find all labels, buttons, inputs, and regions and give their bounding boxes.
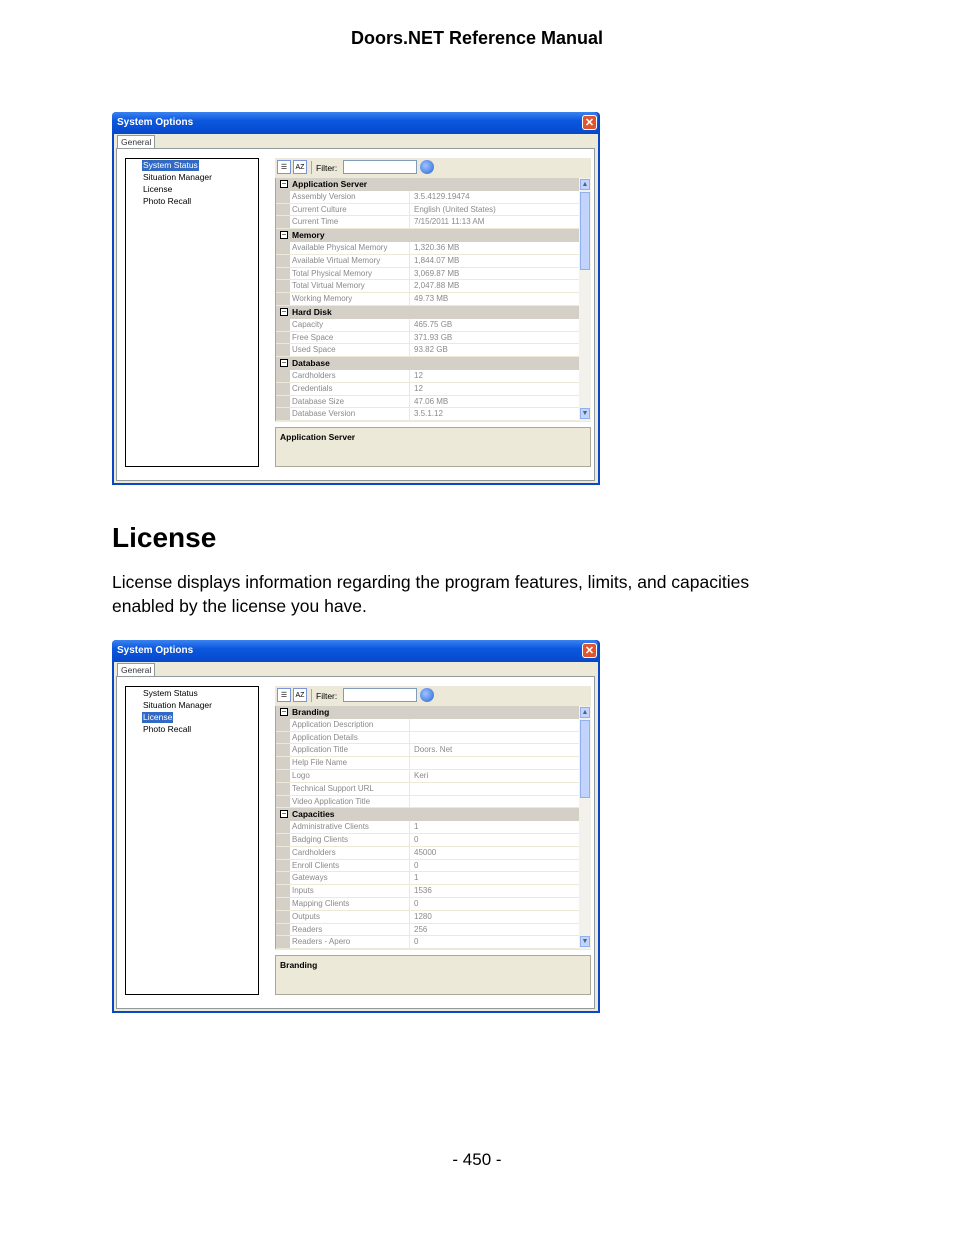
description-panel [275,955,591,995]
tab-general[interactable]: General [117,663,155,676]
description-title: Branding [280,960,318,970]
property-value: 93.82 GB [414,345,448,355]
vertical-scrollbar[interactable] [579,706,591,949]
grid-row[interactable] [276,370,579,383]
row-gutter [276,821,290,833]
filter-label: Filter: [316,163,338,173]
property-value: Keri [414,770,429,780]
grid-row[interactable] [276,860,579,873]
grid-row[interactable] [276,280,579,293]
property-value: 1 [414,873,419,883]
category-name: Hard Disk [292,306,332,317]
row-gutter [276,280,290,292]
scroll-thumb[interactable] [580,720,590,798]
grid-row[interactable] [276,204,579,217]
grid-row[interactable] [276,344,579,357]
toolbar-separator [311,689,312,702]
tree-item-system-status[interactable]: System Status [143,160,198,170]
grid-category[interactable] [276,808,579,821]
tree-item-license[interactable]: License [143,712,173,722]
property-name: Badging Clients [292,834,410,846]
sort-alpha-icon[interactable]: AZ [293,160,307,174]
grid-row[interactable] [276,408,579,421]
row-gutter [276,204,290,216]
property-grid [275,178,579,421]
property-value: English (United States) [414,204,496,214]
tree-item-system-status[interactable]: System Status [143,688,198,698]
sort-alpha-icon[interactable]: AZ [293,688,307,702]
row-gutter [276,383,290,395]
property-name: Available Physical Memory [292,242,410,254]
property-grid [275,706,579,949]
row-gutter [276,936,290,948]
row-gutter [276,732,290,744]
row-gutter [276,719,290,731]
row-gutter [276,216,290,228]
property-value: 0 [414,898,419,908]
row-gutter [276,911,290,923]
tree-item-license[interactable]: License [143,184,173,194]
row-gutter [276,255,290,267]
property-grid-area [275,158,591,422]
collapse-icon[interactable]: − [281,230,287,240]
tab-panel [116,676,595,1009]
row-gutter [276,744,290,756]
property-value: 12 [414,383,423,393]
vertical-scrollbar[interactable] [579,178,591,421]
row-gutter [276,924,290,936]
scroll-up-icon[interactable]: ▲ [581,181,589,188]
grid-row[interactable] [276,268,579,281]
grid-row[interactable] [276,732,579,745]
grid-row[interactable] [276,847,579,860]
options-tree [125,158,259,467]
category-name: Capacities [292,809,335,820]
property-name: Credentials [292,383,410,395]
scroll-up-icon[interactable]: ▲ [581,709,589,716]
description-title: Application Server [280,432,356,442]
property-value: 47.06 MB [414,396,449,406]
row-gutter [276,885,290,897]
grid-row[interactable] [276,757,579,770]
property-grid-area [275,686,591,950]
grid-category[interactable] [276,706,579,719]
property-name: Gateways [292,872,410,884]
property-value: 0 [414,834,419,844]
property-value: 1,320.36 MB [414,242,460,252]
grid-category[interactable] [276,357,579,370]
row-gutter [276,408,290,420]
collapse-icon[interactable]: − [281,809,287,819]
grid-row[interactable] [276,396,579,409]
property-name: Mapping Clients [292,898,410,910]
property-name: Readers [292,924,410,936]
categorized-icon[interactable]: ☰ [277,160,291,174]
options-tree [125,686,259,995]
property-name: Application Description [292,719,410,731]
property-value: 2,047.88 MB [414,281,460,291]
property-value: 45000 [414,847,437,857]
collapse-icon[interactable]: − [281,358,287,368]
property-name: Database Version [292,408,410,420]
property-value: 3.5.1.12 [414,409,443,419]
property-value: 0 [414,937,419,947]
row-gutter [276,242,290,254]
row-gutter [276,332,290,344]
grid-toolbar [275,686,591,706]
grid-row[interactable] [276,936,579,949]
tab-strip [114,662,598,676]
property-name: Used Space [292,344,410,356]
row-gutter [276,268,290,280]
property-name: Database Size [292,396,410,408]
page-header: Doors.NET Reference Manual [350,28,604,48]
property-name: Free Space [292,332,410,344]
property-value: 465.75 GB [414,319,453,329]
system-options-dialog-license [112,640,600,1013]
row-gutter [276,396,290,408]
property-name: Total Physical Memory [292,268,410,280]
grid-row[interactable] [276,924,579,937]
grid-row[interactable] [276,834,579,847]
section-title: License [112,522,217,553]
category-name: Database [292,358,330,369]
property-value: 371.93 GB [414,332,453,342]
window-body [114,134,598,483]
category-name: Branding [292,707,330,717]
grid-row[interactable] [276,770,579,783]
property-name: Assembly Version [292,191,410,203]
grid-row[interactable] [276,796,579,809]
close-icon[interactable]: ✕ [582,115,597,130]
window-title: System Options [112,640,598,662]
category-name: Application Server [292,179,368,189]
grid-row[interactable] [276,885,579,898]
property-value: 3.5.4129.19474 [414,191,470,201]
collapse-icon[interactable]: − [281,179,287,188]
property-name: Cardholders [292,370,410,382]
filter-go-icon[interactable] [420,688,434,702]
grid-row[interactable] [276,319,579,332]
property-name: Available Virtual Memory [292,255,410,267]
property-name: Total Virtual Memory [292,280,410,292]
property-name: Application Details [292,732,410,744]
row-gutter [276,757,290,769]
property-value: 0 [414,860,419,870]
filter-input[interactable] [343,688,417,702]
property-value: 1 [414,822,419,832]
property-value: Doors. Net [414,745,453,755]
property-name: Current Time [292,216,410,228]
grid-row[interactable] [276,242,579,255]
categorized-icon[interactable]: ☰ [277,688,291,702]
grid-row[interactable] [276,911,579,924]
tree-item-photo-recall[interactable]: Photo Recall [143,196,192,206]
grid-toolbar [275,158,591,178]
property-name: Application Title [292,744,410,756]
property-name: Enroll Clients [292,860,410,872]
row-gutter [276,191,290,203]
grid-row[interactable] [276,191,579,204]
row-gutter [276,370,290,382]
property-value: 3,069.87 MB [414,268,460,278]
tab-general[interactable]: General [117,135,155,148]
tab-strip [114,134,598,148]
row-gutter [276,796,290,808]
system-options-dialog-status [112,112,600,485]
property-name: Administrative Clients [292,821,410,833]
row-gutter [276,860,290,872]
grid-row[interactable] [276,821,579,834]
page-number: - 450 - [452,1150,502,1169]
scroll-down-icon[interactable]: ▼ [581,938,589,945]
property-name: Outputs [292,911,410,923]
tab-panel [116,148,595,481]
grid-row[interactable] [276,255,579,268]
property-value: 1536 [414,886,432,896]
property-value: 7/15/2011 11:13 AM [414,217,485,227]
close-icon[interactable]: ✕ [582,643,597,658]
category-name: Memory [292,230,325,241]
grid-row[interactable] [276,744,579,757]
tree-item-photo-recall[interactable]: Photo Recall [143,724,192,734]
property-name: Capacity [292,319,410,331]
property-name: Readers - Apero [292,936,410,948]
grid-row[interactable] [276,383,579,396]
property-value: 256 [414,924,428,934]
grid-category[interactable] [276,229,579,242]
row-gutter [276,783,290,795]
window-title: System Options [112,112,598,134]
toolbar-separator [311,161,312,174]
grid-row[interactable] [276,872,579,885]
filter-go-icon[interactable] [420,160,434,174]
grid-row[interactable] [276,332,579,345]
tree-item-situation-manager[interactable]: Situation Manager [143,172,212,182]
tree-item-situation-manager[interactable]: Situation Manager [143,700,212,710]
grid-category[interactable] [276,178,579,191]
collapse-icon[interactable]: − [281,707,287,716]
property-name: Logo [292,770,410,782]
property-value: 12 [414,370,423,380]
scroll-down-icon[interactable]: ▼ [581,410,589,417]
property-value: 1,844.07 MB [414,255,460,265]
description-panel [275,427,591,467]
property-value: 1280 [414,911,432,921]
property-name: Current Culture [292,204,410,216]
row-gutter [276,872,290,884]
section-body: License displays information regarding the program features, limits, and capacities enabled by the license you have. [112,572,750,616]
window-body [114,662,598,1011]
row-gutter [276,293,290,305]
property-name: Video Application Title [292,796,410,808]
property-name: Inputs [292,885,410,897]
grid-row[interactable] [276,783,579,796]
grid-row[interactable] [276,719,579,732]
collapse-icon[interactable]: − [281,306,287,316]
filter-label: Filter: [316,691,338,701]
property-name: Help File Name [292,757,410,769]
grid-row[interactable] [276,216,579,229]
scroll-thumb[interactable] [580,192,590,270]
filter-input[interactable] [343,160,417,174]
property-name: Working Memory [292,293,410,305]
grid-row[interactable] [276,293,579,306]
row-gutter [276,770,290,782]
property-name: Technical Support URL [292,783,410,795]
grid-category[interactable] [276,306,579,319]
row-gutter [276,834,290,846]
row-gutter [276,344,290,356]
row-gutter [276,847,290,859]
row-gutter [276,319,290,331]
grid-row[interactable] [276,898,579,911]
property-name: Cardholders [292,847,410,859]
row-gutter [276,898,290,910]
property-value: 49.73 MB [414,294,449,304]
